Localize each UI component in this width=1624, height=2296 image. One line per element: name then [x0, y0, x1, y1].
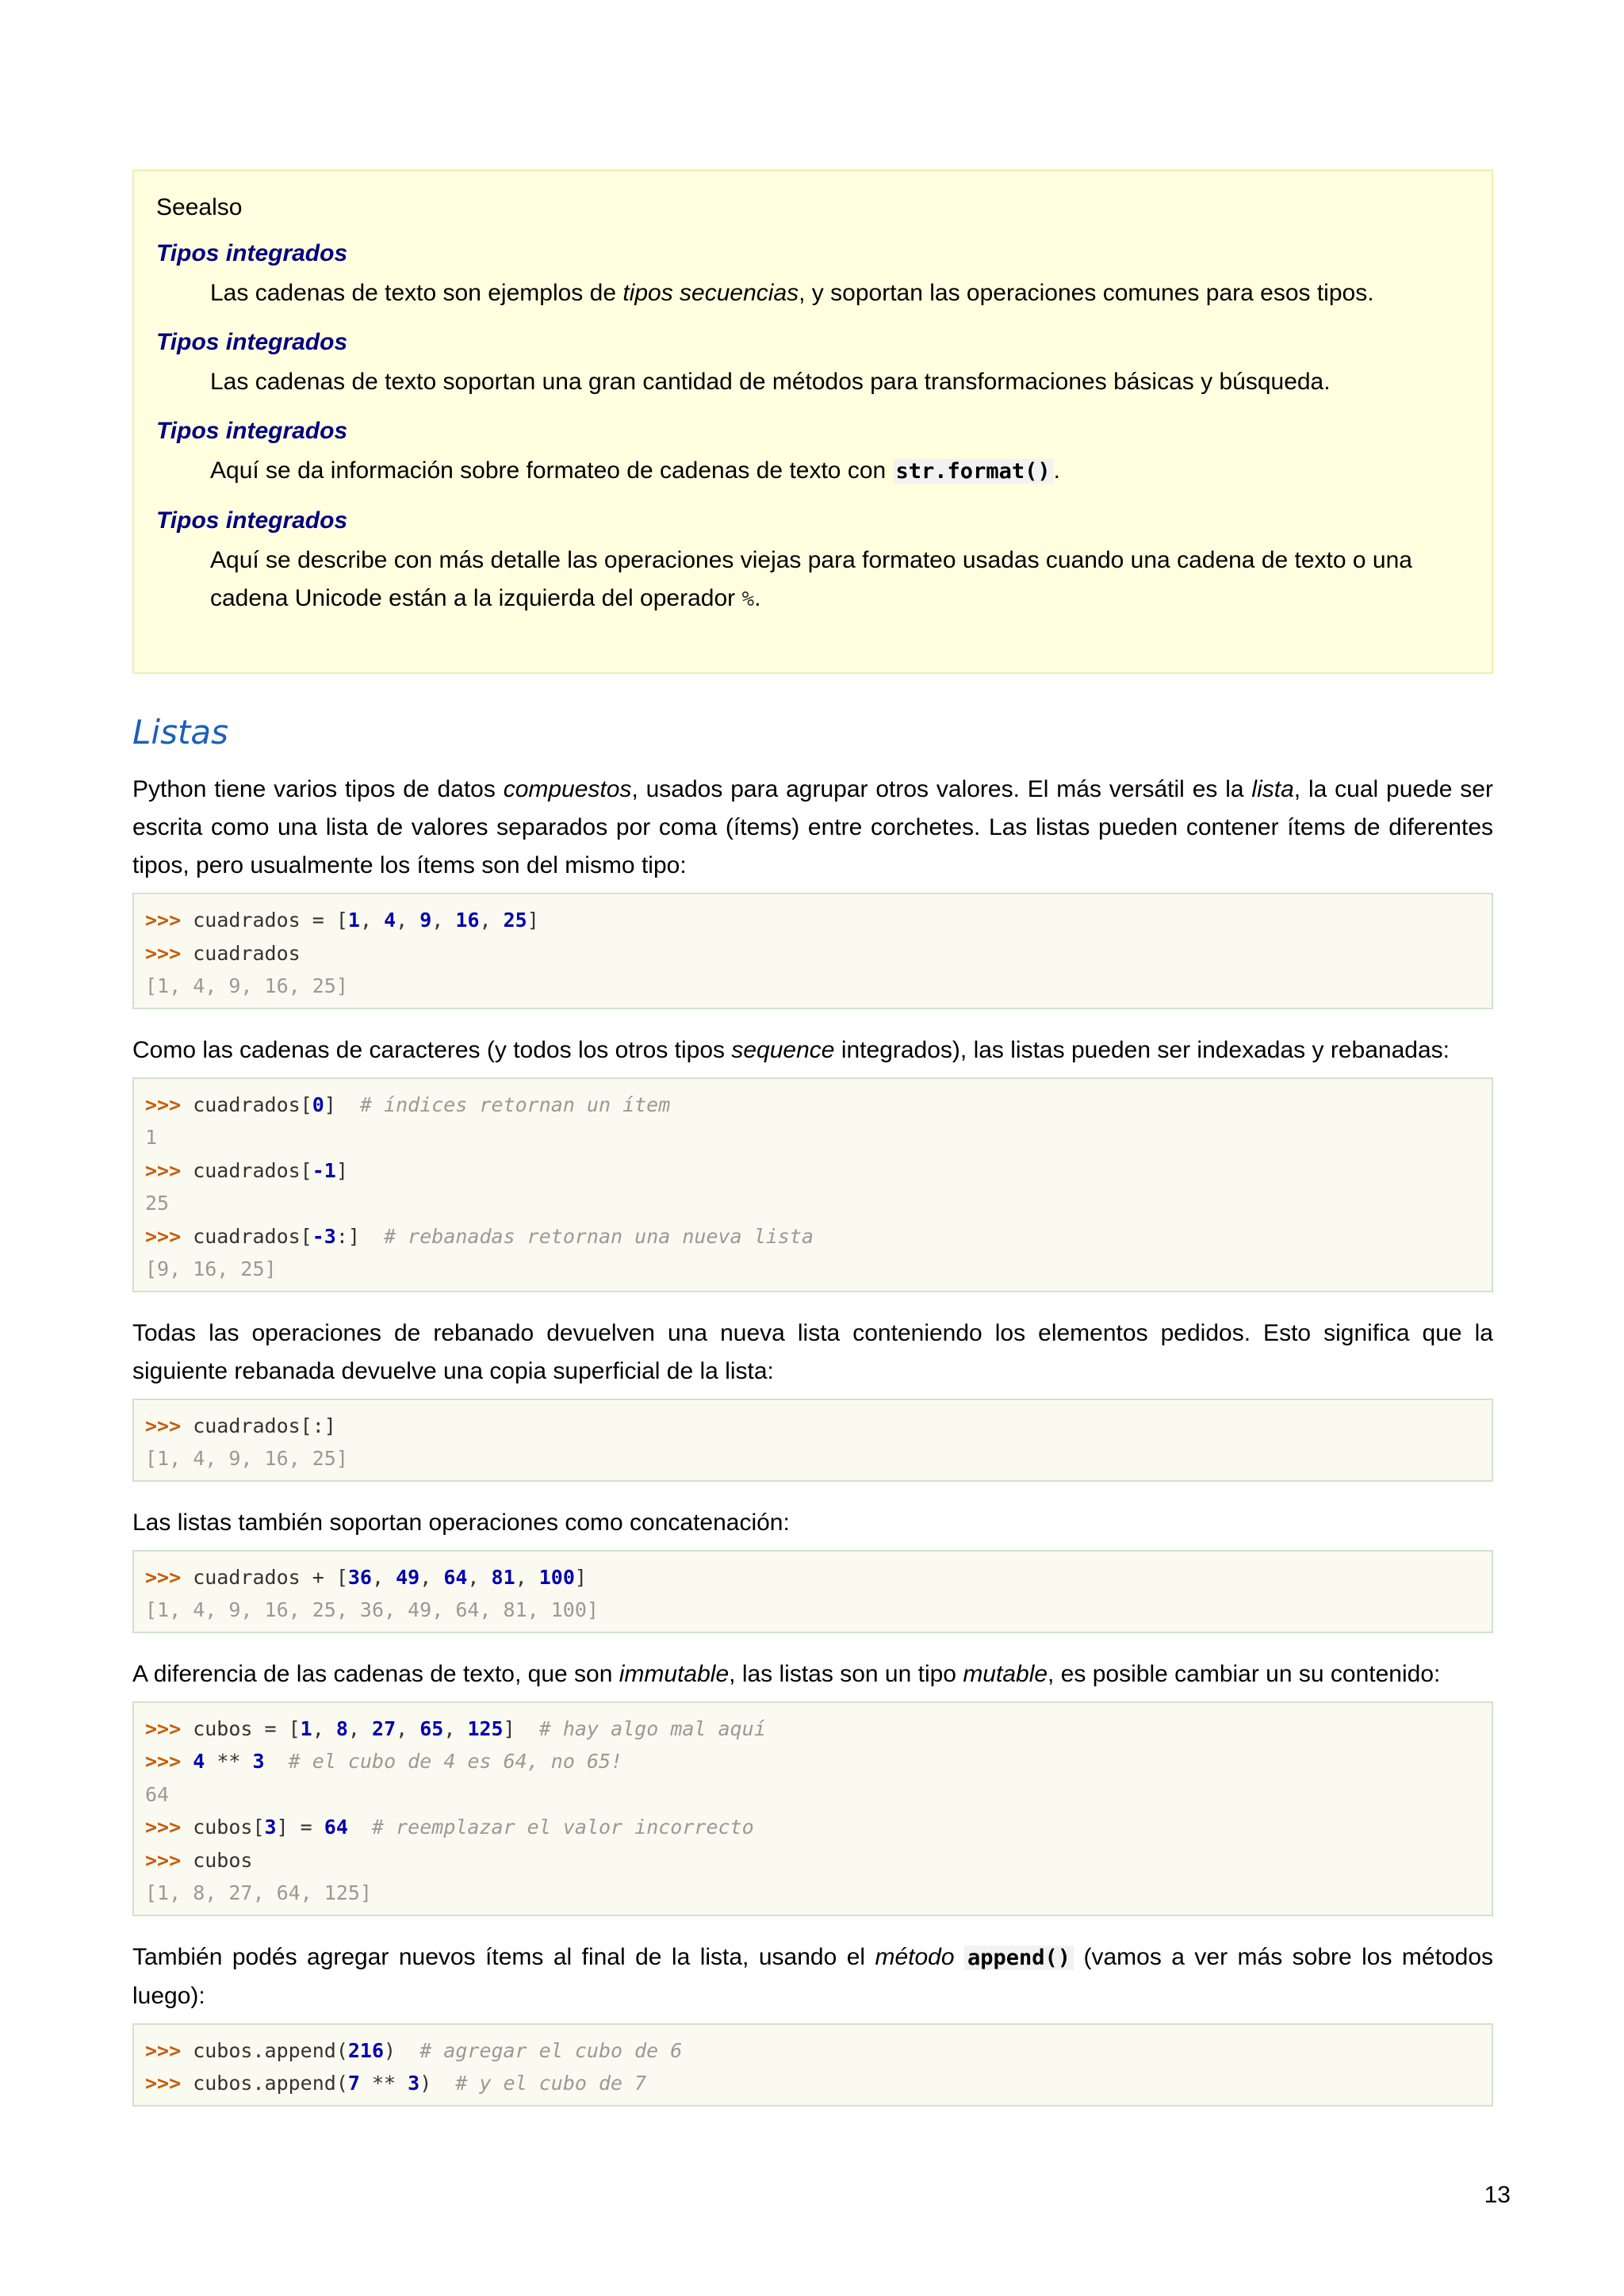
code-block: >>> cubos.append(216) # agregar el cubo de 6 >>> cubos.append(7 ** 3) # y el cubo de 7	[132, 2023, 1493, 2107]
code-block: >>> cuadrados + [36, 49, 64, 81, 100] [1, 4, 9, 16, 25, 36, 49, 64, 81, 100]	[132, 1550, 1493, 1633]
paragraph: A diferencia de las cadenas de texto, que son immutable, las listas son un tipo mutable, es posible cambiar un su contenido:	[132, 1660, 1441, 1687]
code-block: >>> cuadrados[0] # índices retornan un ítem 1 >>> cuadrados[-1] 25 >>> cuadrados[-3:] # rebanadas retornan una nueva lista [9, 16, 25]	[132, 1077, 1493, 1292]
seealso-link[interactable]: Tipos integrados	[156, 329, 348, 355]
seealso-link[interactable]: Tipos integrados	[156, 240, 348, 266]
code-block: >>> cubos = [1, 8, 27, 65, 125] # hay algo mal aquí >>> 4 ** 3 # el cubo de 4 es 64, no 65! 64 >>> cubos[3] = 64 # reemplazar el valor incorrecto >>> cubos [1, 8, 27, 64, 125]	[132, 1701, 1493, 1916]
seealso-link[interactable]: Tipos integrados	[156, 507, 348, 534]
page-content	[132, 170, 1493, 2129]
paragraph: Python tiene varios tipos de datos compuestos, usados para agrupar otros valores. El más versátil es la lista, la cual puede ser escrita como una lista de valores separados por coma (ítems) entre corchetes. Las listas pueden contener ítems de diferentes tipos, pero usualmente los ítems son del mismo tipo:	[132, 776, 1493, 878]
paragraph: También podés agregar nuevos ítems al final de la lista, usando el método append() (vamos a ver más sobre los métodos luego):	[132, 1943, 1493, 2009]
page-number: 13	[1484, 2182, 1511, 2208]
seealso-link[interactable]: Tipos integrados	[156, 418, 348, 444]
seealso-description: Aquí se da información sobre formateo de cadenas de texto con str.format() .	[210, 457, 1060, 484]
seealso-title: Seealso	[156, 194, 243, 220]
seealso-description: Aquí se describe con más detalle las operaciones viejas para formateo usadas cuando una cadena de texto o una cadena Unicode están a la izquierda del operador %.	[210, 547, 1412, 611]
section-title: Listas	[132, 713, 229, 752]
paragraph: Las listas también soportan operaciones como concatenación:	[132, 1509, 790, 1536]
inline-code: str.format()	[893, 459, 1054, 484]
paragraph: Como las cadenas de caracteres (y todos los otros tipos sequence integrados), las listas pueden ser indexadas y rebanadas:	[132, 1036, 1450, 1063]
code-block: >>> cuadrados[:] [1, 4, 9, 16, 25]	[132, 1399, 1493, 1482]
inline-code: %	[741, 587, 755, 611]
seealso-description: Las cadenas de texto soportan una gran cantidad de métodos para transformaciones básicas y búsqueda.	[210, 369, 1331, 395]
seealso-description: Las cadenas de texto son ejemplos de tipos secuencias, y soportan las operaciones comunes para esos tipos.	[210, 280, 1374, 306]
inline-code: append()	[964, 1946, 1074, 1970]
code-block: >>> cuadrados = [1, 4, 9, 16, 25] >>> cuadrados [1, 4, 9, 16, 25]	[132, 893, 1493, 1009]
paragraph: Todas las operaciones de rebanado devuelven una nueva lista conteniendo los elementos pedidos. Esto significa que la siguiente rebanada devuelve una copia superficial de la lista:	[132, 1319, 1493, 1384]
seealso-box	[132, 170, 1493, 674]
